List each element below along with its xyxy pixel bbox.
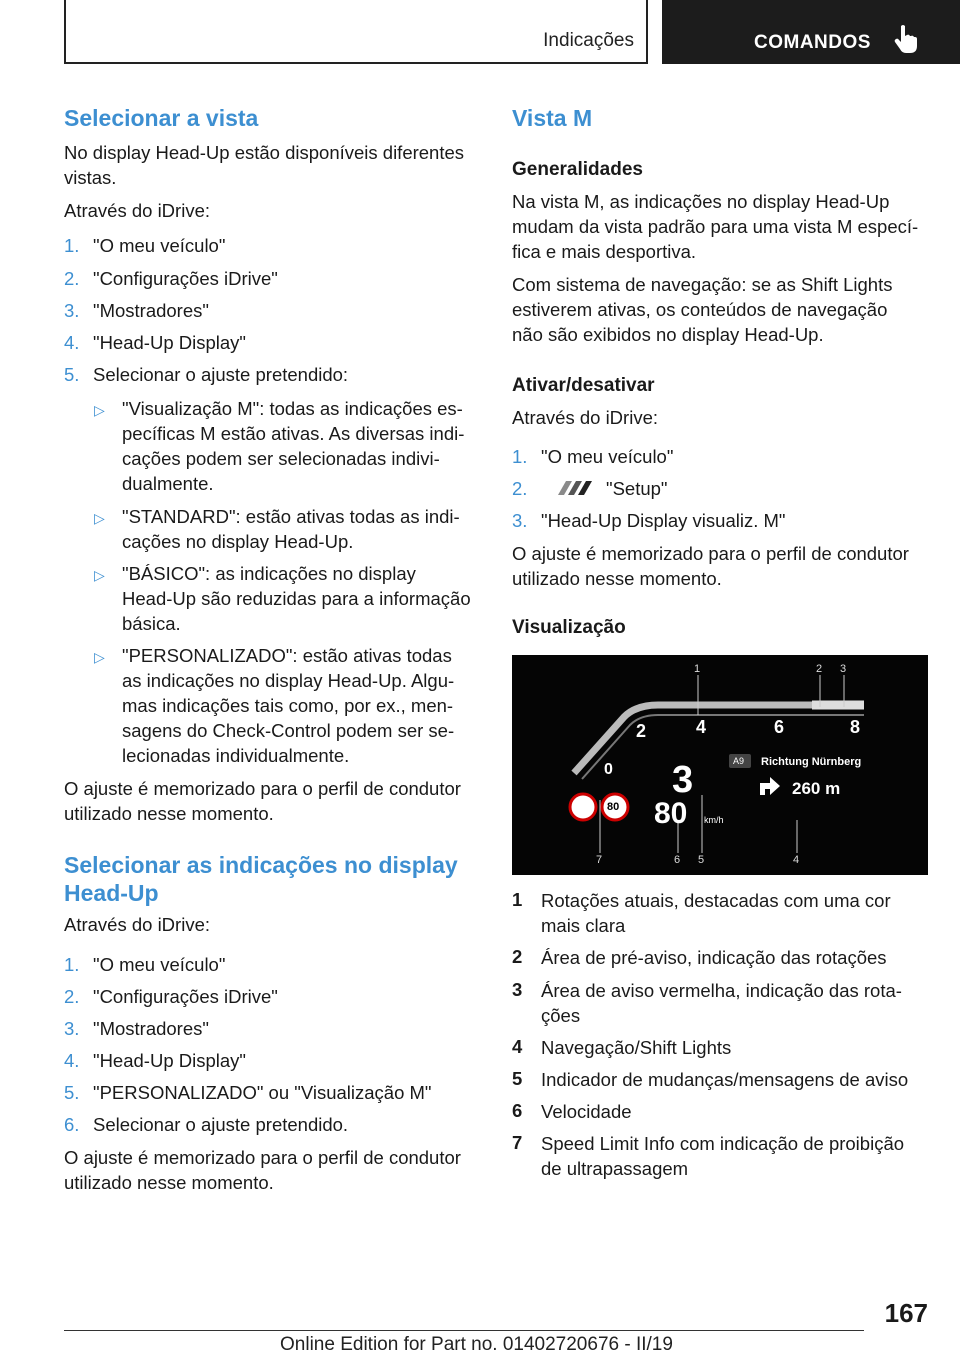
callout-5: 5 [698, 854, 705, 866]
bullet-triangle-icon: ▷ [94, 402, 105, 418]
footer-edition: Online Edition for Part no. 01402720676 - II/19 [280, 1334, 673, 1355]
speed-limit-value: 80 [607, 801, 620, 813]
step-text: "Head-Up Display" [93, 332, 246, 353]
callout-4: 4 [793, 854, 800, 866]
paragraph-saved-line1: O ajuste é memorizado para o perfil de condutor [64, 1147, 461, 1168]
bullet-text: "PERSONALIZADO": estão ativas todas [122, 645, 452, 666]
bullet-triangle-icon: ▷ [94, 649, 105, 665]
step-text: "O meu veículo" [541, 446, 674, 467]
gear-label: 2 [636, 721, 647, 741]
m-stripes-icon [548, 479, 600, 497]
step-text: "Configurações iDrive" [93, 268, 278, 289]
step-number: 1. [512, 446, 528, 467]
header-section-box [64, 0, 648, 64]
legend-text: Indicador de mudanças/mensagens de aviso [541, 1069, 909, 1090]
legend-number: 7 [512, 1132, 523, 1153]
legend-text: ções [541, 1005, 581, 1026]
step-text: "Head-Up Display" [93, 1050, 246, 1071]
gear-label: 6 [774, 717, 785, 737]
step-text: "Mostradores" [93, 1018, 209, 1039]
bullet-text: "BÁSICO": as indicações no display [122, 563, 416, 584]
paragraph-saved: utilizado nesse momento. [512, 568, 722, 589]
paragraph-navigation: estiverem ativas, os conteúdos de navegação [512, 299, 888, 320]
legend-number: 1 [512, 889, 523, 910]
paragraph-intro-line2: vistas. [64, 167, 117, 188]
bullet-text: lecionadas individualmente. [122, 745, 350, 766]
header-chapter-title: COMANDOS [754, 32, 871, 53]
bullet-triangle-icon: ▷ [94, 567, 105, 583]
legend-text: mais clara [541, 915, 626, 936]
header-chapter-tab[interactable] [662, 0, 960, 64]
paragraph-saved-line1: O ajuste é memorizado para o perfil de condutor [64, 778, 461, 799]
speed-value: 80 [654, 797, 688, 830]
heading-generalities: Generalidades [512, 159, 643, 180]
step-number: 5. [64, 364, 80, 385]
step-text: "Configurações iDrive" [93, 986, 278, 1007]
bullet-text: mas indicações tais como, por ex., men- [122, 695, 454, 716]
bullet-text: Head-Up são reduzidas para a informação [122, 588, 471, 609]
step-number: 4. [64, 332, 80, 353]
road-number: A9 [733, 756, 745, 766]
legend-text: Área de aviso vermelha, indicação das rota- [541, 980, 902, 1001]
paragraph-navigation: não são exibidos no display Head-Up. [512, 324, 824, 345]
bullet-text: dualmente. [122, 473, 214, 494]
legend-number: 5 [512, 1068, 523, 1089]
paragraph-via-idrive: Através do iDrive: [64, 914, 210, 935]
step-number: 6. [64, 1114, 80, 1135]
legend-text: Velocidade [541, 1101, 632, 1122]
legend-number: 3 [512, 979, 523, 1000]
step-number: 3. [512, 510, 528, 531]
step-text: Selecionar o ajuste pretendido: [93, 364, 349, 385]
legend-number: 2 [512, 946, 523, 967]
paragraph-general: Na vista M, as indicações no display Head-Up [512, 191, 890, 212]
bullet-text: as indicações no display Head-Up. Algu- [122, 670, 455, 691]
paragraph-general: fica e mais desportiva. [512, 241, 697, 262]
step-text: "O meu veículo" [93, 954, 226, 975]
heading-vista-m: Vista M [512, 105, 593, 131]
step-text: "Mostradores" [93, 300, 209, 321]
step-text: "PERSONALIZADO" ou "Visualização M" [93, 1082, 432, 1103]
current-gear: 3 [672, 759, 694, 801]
callout-3: 3 [840, 663, 847, 675]
page-number: 167 [884, 1298, 928, 1328]
legend-text: Navegação/Shift Lights [541, 1037, 732, 1058]
bullet-text: "STANDARD": estão ativas todas as indi- [122, 506, 460, 527]
paragraph-general: mudam da vista padrão para uma vista M especí- [512, 216, 919, 237]
header-section-title: Indicações [543, 30, 634, 51]
heading-toggle: Ativar/desativar [512, 375, 655, 396]
step-number: 5. [64, 1082, 80, 1103]
callout-7: 7 [596, 854, 603, 866]
nav-direction: Richtung Nürnberg [761, 756, 862, 768]
callout-1: 1 [694, 663, 701, 675]
pointing-hand-icon [892, 24, 920, 54]
step-number: 3. [64, 300, 80, 321]
legend-number: 6 [512, 1100, 523, 1121]
heading-select-view: Selecionar a vista [64, 105, 259, 131]
legend-text: Área de pré-aviso, indicação das rotações [541, 947, 887, 968]
step-number: 1. [64, 954, 80, 975]
paragraph-saved: O ajuste é memorizado para o perfil de condutor [512, 543, 909, 564]
bullet-text: cações no display Head-Up. [122, 531, 354, 552]
legend-text: Rotações atuais, destacadas com uma cor [541, 890, 891, 911]
paragraph-intro-line1: No display Head-Up estão disponíveis diferentes [64, 142, 465, 163]
callout-2: 2 [816, 663, 823, 675]
bullet-text: "Visualização M": todas as indicações es- [122, 398, 463, 419]
bullet-triangle-icon: ▷ [94, 510, 105, 526]
speed-unit: km/h [704, 815, 724, 825]
step-number: 2. [512, 478, 528, 499]
heading-select-indications-line1: Selecionar as indicações no display [64, 852, 458, 878]
bullet-text: básica. [122, 613, 181, 634]
step-text: "Setup" [606, 478, 668, 499]
step-number: 3. [64, 1018, 80, 1039]
footer-divider [64, 1330, 864, 1331]
bullet-text: sagens do Check-Control podem ser se- [122, 720, 455, 741]
step-text: Selecionar o ajuste pretendido. [93, 1114, 349, 1135]
gear-label: 0 [604, 761, 613, 778]
heading-visualization: Visualização [512, 617, 626, 638]
step-number: 4. [64, 1050, 80, 1071]
legend-number: 4 [512, 1036, 523, 1057]
paragraph-via-idrive: Através do iDrive: [64, 200, 210, 221]
heading-select-indications-line2: Head-Up [64, 880, 159, 906]
paragraph-saved-line2: utilizado nesse momento. [64, 803, 274, 824]
paragraph-navigation: Com sistema de navegação: se as Shift Lights [512, 274, 893, 295]
nav-distance: 260 m [792, 779, 841, 798]
step-text: "Head-Up Display visualiz. M" [541, 510, 786, 531]
step-number: 2. [64, 986, 80, 1007]
step-text: "O meu veículo" [93, 235, 226, 256]
callout-6: 6 [674, 854, 681, 866]
gear-label: 4 [696, 717, 707, 737]
bullet-text: cações podem ser selecionadas indivi- [122, 448, 440, 469]
paragraph-saved-line2: utilizado nesse momento. [64, 1172, 274, 1193]
hud-m-view-figure [512, 655, 928, 875]
legend-text: de ultrapassagem [541, 1158, 689, 1179]
paragraph-via-idrive: Através do iDrive: [512, 407, 658, 428]
legend-text: Speed Limit Info com indicação de proibição [541, 1133, 905, 1154]
bullet-text: pecíficas M estão ativas. As diversas indi- [122, 423, 465, 444]
gear-label: 8 [850, 717, 861, 737]
step-number: 1. [64, 235, 80, 256]
step-number: 2. [64, 268, 80, 289]
